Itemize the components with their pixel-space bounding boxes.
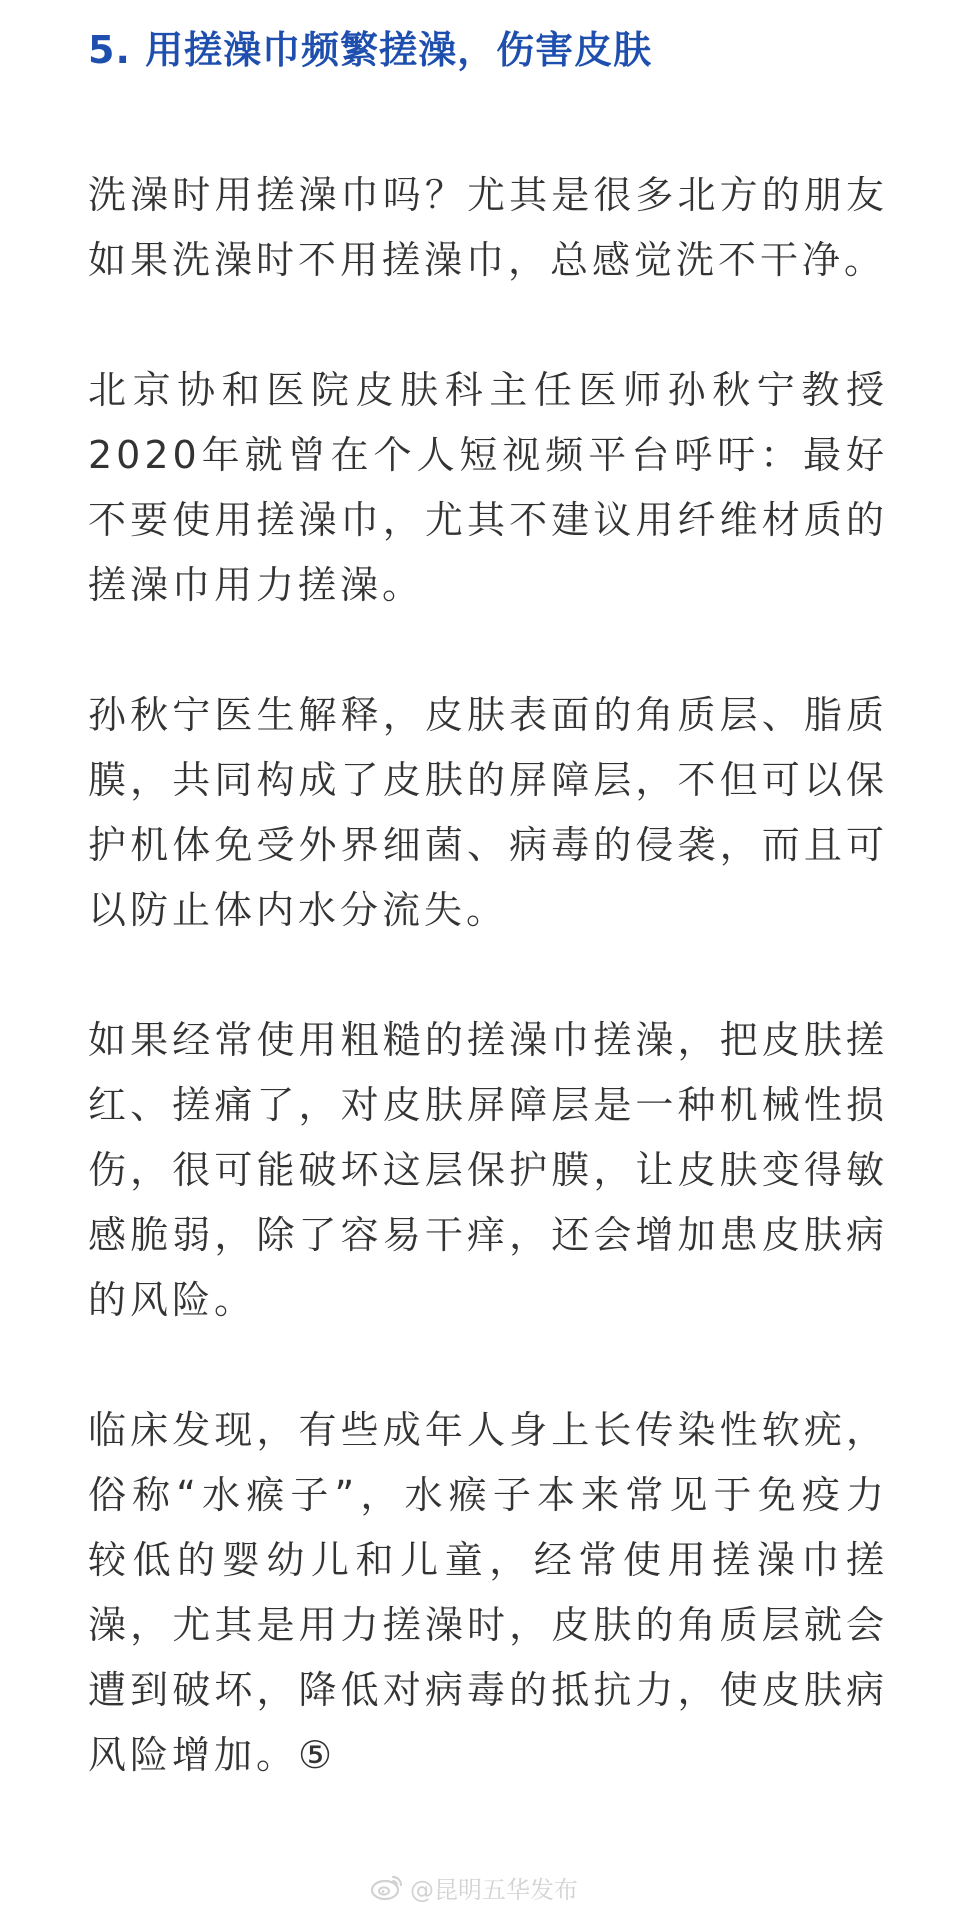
section-heading: 5. 用搓澡巾频繁搓澡，伤害皮肤 xyxy=(88,28,653,72)
watermark xyxy=(370,1869,578,1905)
watermark-text: @昆明五华发布 xyxy=(410,1875,578,1904)
article-paragraph: 如果经常使用粗糙的搓澡巾搓澡，把皮肤搓红、搓痛了，对皮肤屏障层是一种机械性损伤，很可能破坏这层保护膜，让皮肤变得敏感脆弱，除了容易干痒，还会增加患皮肤病的风险。 xyxy=(88,1018,888,1322)
article-paragraph: 临床发现，有些成年人身上长传染性软疣，俗称“水瘊子”，水瘊子本来常见于免疫力较低的婴幼儿和儿童，经常使用搓澡巾搓澡，尤其是用力搓澡时，皮肤的角质层就会遭到破坏，降低对病毒的抵抗力，使皮肤病风险增加。⑤ xyxy=(88,1408,888,1777)
article-paragraph: 北京协和医院皮肤科主任医师孙秋宁教授2020年就曾在个人短视频平台呼吁：最好不要使用搓澡巾，尤其不建议用纤维材质的搓澡巾用力搓澡。 xyxy=(88,368,888,607)
article xyxy=(88,22,888,1788)
weibo-icon xyxy=(370,1873,404,1901)
article-paragraph: 孙秋宁医生解释，皮肤表面的角质层、脂质膜，共同构成了皮肤的屏障层，不但可以保护机体免受外界细菌、病毒的侵袭，而且可以防止体内水分流失。 xyxy=(88,693,888,932)
article-paragraph: 洗澡时用搓澡巾吗？尤其是很多北方的朋友如果洗澡时不用搓澡巾，总感觉洗不干净。 xyxy=(88,173,888,282)
